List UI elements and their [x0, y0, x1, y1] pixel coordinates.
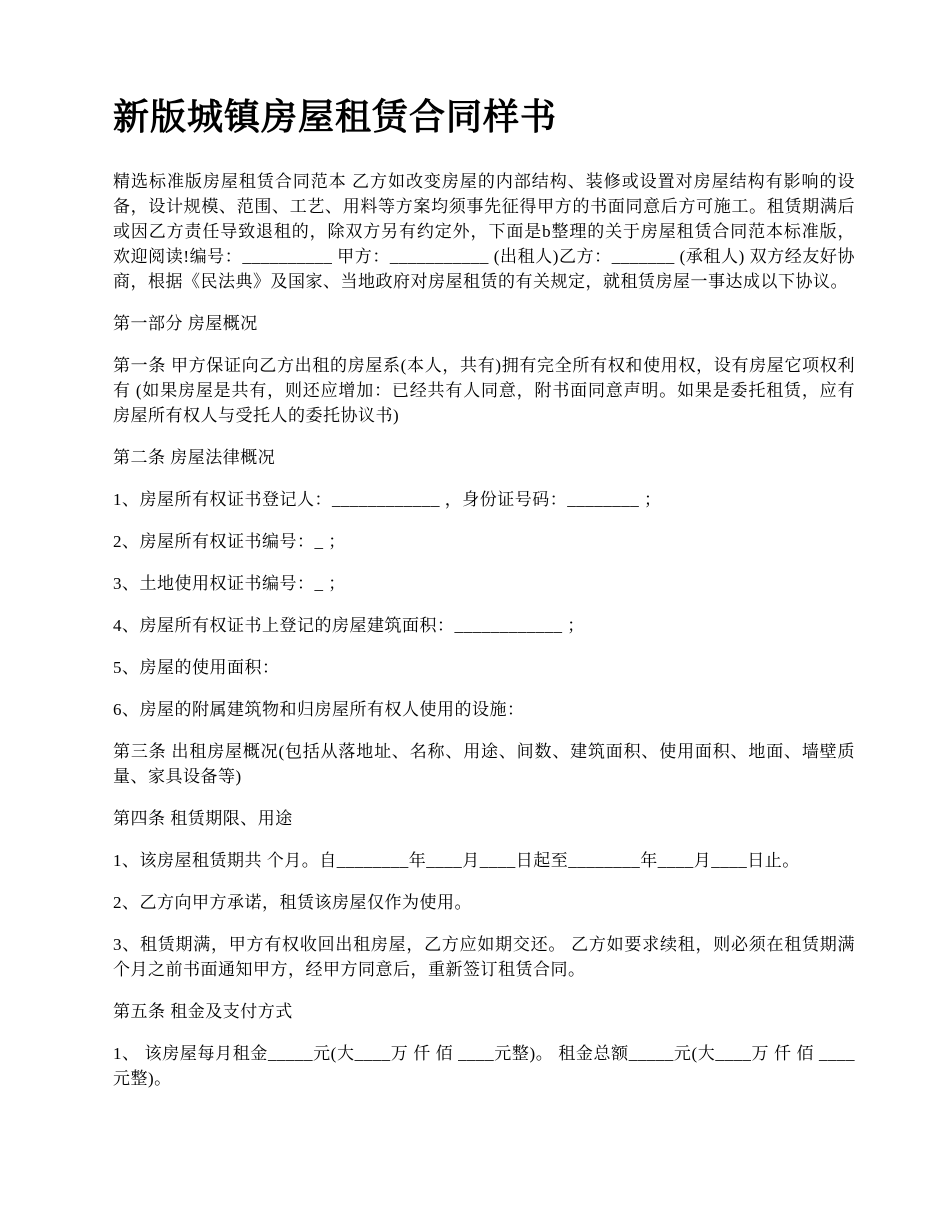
document-body [113, 169, 855, 1091]
part-1-heading: 第一部分 房屋概况 [113, 314, 258, 334]
document-title: 新版城镇房屋租赁合同样书 [113, 97, 558, 137]
clause-2-item-3: 3、土地使用权证书编号：_ ； [113, 574, 346, 594]
intro-paragraph: 精选标准版房屋租赁合同范本 乙方如改变房屋的内部结构、装修或设置对房屋结构有影响的设备，设计规模、范围、工艺、用料等方案均须事先征得甲方的书面同意后方可施工。租赁期满后或因乙方责任导致退租的，除双方另有约定外，下面是b整理的关于房屋租赁合同范本标准版，欢迎阅读!编号：__________ 甲方：___________ (出租人)乙方：_______ (承租人) 双方经友好协商，根据《民法典》及国家、当地政府对房屋租赁的有关规定，就租赁房屋一事达成以下协议。 [113, 172, 855, 292]
clause-2-item-6: 6、房屋的附属建筑物和归房屋所有权人使用的设施： [113, 700, 525, 720]
clause-2-item-1: 1、房屋所有权证书登记人：____________ ，身份证号码：________ ； [113, 490, 662, 510]
clause-3: 第三条 出租房屋概况(包括从落地址、名称、用途、间数、建筑面积、使用面积、地面、墙壁质量、家具设备等) [113, 742, 855, 787]
clause-2-item-4: 4、房屋所有权证书上登记的房屋建筑面积：____________ ； [113, 616, 585, 636]
clause-5-item-1: 1、 该房屋每月租金_____元(大____万 仟 佰 ____元整)。 租金总额_____元(大____万 仟 佰 ____元整)。 [113, 1044, 855, 1089]
clause-2-item-5: 5、房屋的使用面积： [113, 658, 280, 678]
clause-2-heading: 第二条 房屋法律概况 [113, 448, 276, 468]
clause-4-item-1: 1、该房屋租赁期共 个月。自________年____月____日起至________年____月____日止。 [113, 851, 800, 871]
clause-1: 第一条 甲方保证向乙方出租的房屋系(本人，共有)拥有完全所有权和使用权，设有房屋它项权利有 (如果房屋是共有，则还应增加：已经共有人同意，附书面同意声明。如果是委托租赁，应有房屋所有权人与受托人的委托协议书) [113, 356, 855, 426]
clause-5-heading: 第五条 租金及支付方式 [113, 1002, 293, 1022]
clause-2-item-2: 2、房屋所有权证书编号：_ ； [113, 532, 346, 552]
clause-4-heading: 第四条 租赁期限、用途 [113, 809, 293, 829]
clause-4-item-2: 2、乙方向甲方承诺，租赁该房屋仅作为使用。 [113, 893, 472, 913]
clause-4-item-3: 3、租赁期满，甲方有权收回出租房屋，乙方应如期交还。 乙方如要求续租，则必须在租赁期满 个月之前书面通知甲方，经甲方同意后，重新签订租赁合同。 [113, 935, 855, 980]
